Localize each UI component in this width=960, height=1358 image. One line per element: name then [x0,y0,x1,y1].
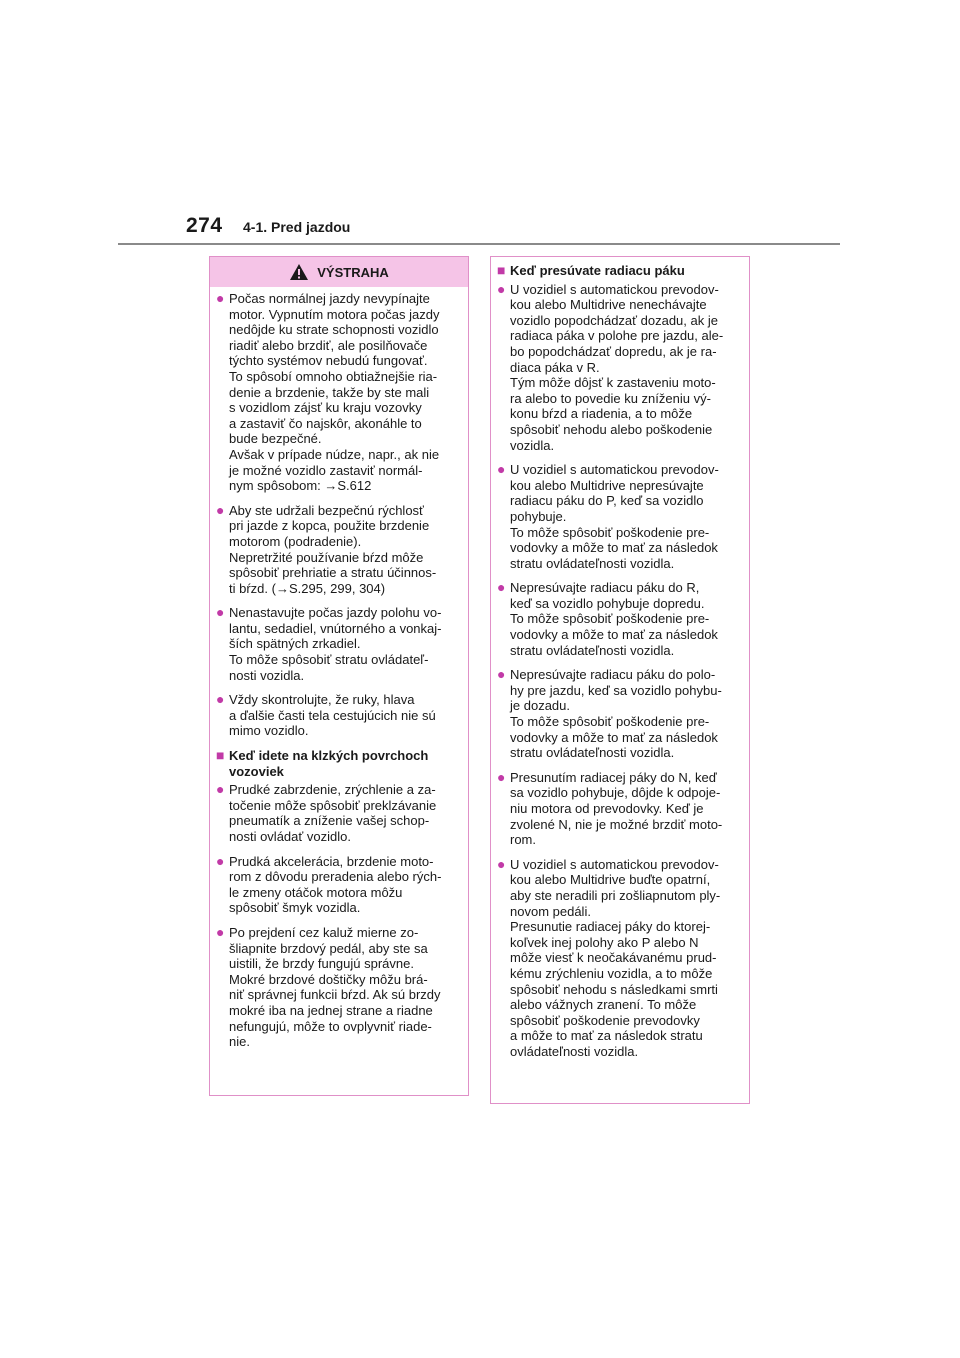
bullet-icon: ● [216,923,225,940]
list-item [497,462,744,571]
bullet-icon: ● [216,781,225,798]
bullet-icon: ● [216,501,225,518]
warning-content [210,287,468,1063]
list-item [216,925,463,1050]
bullet-icon: ● [497,855,506,872]
subsection-heading [216,748,463,779]
list-item [216,692,463,739]
bullet-icon: ● [497,666,506,683]
list-item-text: Vždy skontrolujte, že ruky, hlava a ďalšie časti tela cestujúcich nie sú mimo vozidlo. [229,692,436,739]
list-item-text: Prudká akcelerácia, brzdenie moto- rom z dôvodu preradenia alebo rých- le zmeny otáčok motora môžu spôsobiť šmyk vozidla. [229,853,442,916]
subsection-heading [497,263,744,279]
shift-lever-box [490,256,750,1104]
page-number: 274 [186,214,223,237]
bullet-icon: ● [216,852,225,869]
header-rule [118,243,840,245]
list-item-text: Nepresúvajte radiacu páku do R, keď sa vozidlo pohybuje dopredu. To môže spôsobiť poškodenie pre- vodovky a môže to mať za následok stratu ovládateľnosti vozidla. [510,580,718,658]
list-item-text: Po prejdení cez kaluž mierne zo- šliapnite brzdový pedál, aby ste sa uistili, že brzdy fungujú správne. Mokré brzdové doštičky môžu brá- niť správnej funkcii bŕzd. Ak sú brzdy mokré iba na jednej strane a riadne nefungujú, môže to ovplyvniť riade- nie. [229,924,441,1050]
list-item-text: Nepresúvajte radiacu páku do polo- hy pre jazdu, keď sa vozidlo pohybu- je dozadu. To môže spôsobiť poškodenie pre- vodovky a môže to mať za následok stratu ovládateľnosti vozidla. [510,667,722,761]
list-item-text: U vozidiel s automatickou prevodov- kou alebo Multidrive nepresúvajte radiacu páku do P, keď sa vozidlo pohybuje. To môže spôsobiť poškodenie pre- vodovky a môže to mať za následok stratu ovládateľnosti vozidla. [510,462,719,571]
list-item [497,667,744,761]
list-item-text: Nenastavujte počas jazdy polohu vo- lantu, sedadiel, vnútorného a vonkaj- ších spätných zrkadiel. To môže spôsobiť stratu ovládateľ- nosti vozidla. [229,605,442,683]
shift-lever-content [491,257,749,1073]
warning-header [210,257,468,287]
bullet-icon: ● [216,691,225,708]
list-item [216,605,463,683]
bullet-icon: ● [216,604,225,621]
warning-triangle-icon [289,263,309,281]
list-item-text: U vozidiel s automatickou prevodov- kou alebo Multidrive nenechávajte vozidlo popodchádzať dozadu, ak je radiaca páka v polohe pre jazdu, ale- bo popodchádzať dopredu, ak je ra- diaca páka v R. Tým môže dôjsť k zastaveniu moto- ra alebo to povedie ku zníženiu vý- konu bŕzd a riadenia, a to môže spôsobiť nehodu alebo poškodenie vozidla. [510,281,724,453]
warning-title: VÝSTRAHA [317,264,389,280]
bullet-icon: ● [497,768,506,785]
subsection-heading-text: Keď idete na klzkých povrchoch vozoviek [229,748,429,779]
subsection-heading-text: Keď presúvate radiacu páku [510,263,685,278]
section-title: 4-1. Pred jazdou [243,219,351,235]
list-item [216,291,463,494]
list-item [497,770,744,848]
list-item-text: Počas normálnej jazdy nevypínajte motor. Vypnutím motora počas jazdy nedôjde ku strate schopnosti vozidlo riadiť alebo brzdiť, ale posilňovače týchto systémov nebudú fungovať. To spôsobí omnoho obtiažnejšie ria- denie a brzdenie, takže by ste mali s vozidlom zájsť ku kraju vozovky a zastaviť čo najskôr, akonáhle to bude bezpečné. Avšak v prípade núdze, napr., ak nie je možné vozidlo zastaviť normál- nym spôsobom: →S.612 [229,291,440,494]
list-item [216,854,463,916]
list-item [216,503,463,597]
list-item [497,282,744,454]
bullet-icon: ● [497,579,506,596]
bullet-icon: ● [497,461,506,478]
bullet-icon: ● [497,280,506,297]
list-item-text: Prudké zabrzdenie, zrýchlenie a za- točenie môže spôsobiť preklzávanie pneumatík a zníženie vašej schop- nosti ovládať vozidlo. [229,782,437,844]
square-bullet-icon: ■ [216,747,225,764]
list-item-text: Aby ste udržali bezpečnú rýchlosť pri jazde z kopca, použite brzdenie motorom (podradenie). Nepretržité používanie bŕzd môže spôsobiť prehriatie a stratu účinnos- ti bŕzd. (→S.295, 299, 304) [229,502,437,596]
list-item [216,782,463,844]
square-bullet-icon: ■ [497,262,506,278]
bullet-icon: ● [216,290,225,306]
list-item [497,857,744,1060]
list-item-text: U vozidiel s automatickou prevodov- kou alebo Multidrive buďte opatrní, aby ste neradili pri zošliapnutom ply- novom pedáli. Presunutie radiacej páky do ktorej- koľvek inej polohy ako P alebo N môže viesť k neočakávanému prud- kému zrýchleniu vozidla, a to môže spôsobiť nehodu s následkami smrti alebo vážnych zranení. To môže spôsobiť poškodenie prevodovky a môže to mať za následok stratu ovládateľnosti vozidla. [510,856,721,1059]
warning-box [209,256,469,1096]
list-item-text: Presunutím radiacej páky do N, keď sa vozidlo pohybuje, dôjde k odpoje- niu motora od prevodovky. Keď je zvolené N, nie je možné brzdiť moto- rom. [510,769,723,848]
list-item [497,580,744,658]
